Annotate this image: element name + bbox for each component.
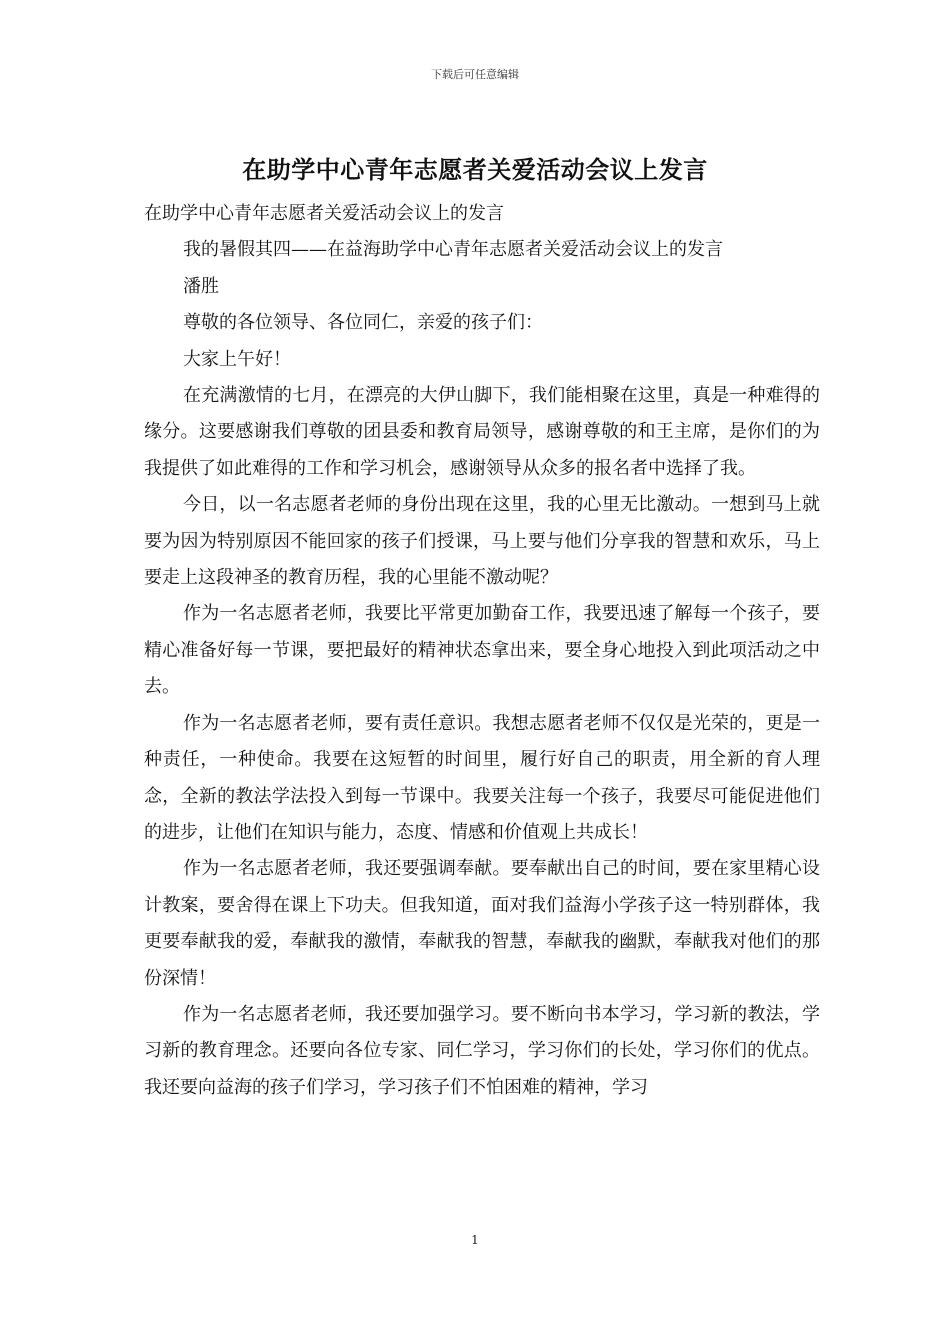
paragraph-salutation: 尊敬的各位领导、各位同仁，亲爱的孩子们： — [183, 312, 543, 334]
paragraph: 在充满激情的七月，在漂亮的大伊山脚下，我们能相聚在这里，真是一种难得的缘分。这要感谢我们尊敬的团县委和教育局领导，感谢尊敬的和王主席，是你们的为我提供了如此难得的工作和学习机会，感谢领导从众多的报名者中选择了我。 — [144, 385, 820, 479]
document-body — [144, 196, 820, 1106]
paragraph: 今日，以一名志愿者老师的身份出现在这里，我的心里无比激动。一想到马上就要为因为特别原因不能回家的孩子们授课，马上要与他们分享我的智慧和欢乐，马上要走上这段神圣的教育历程，我的心里能不激动呢？ — [144, 494, 820, 589]
paragraph: 作为一名志愿者老师，要有责任意识。我想志愿者老师不仅仅是光荣的，更是一种责任，一种使命。我要在这短暂的时间里，履行好自己的职责，用全新的育人理念，全新的教法学法投入到每一节课中。我要关注每一个孩子，我要尽可能促进他们的进步，让他们在知识与能力，态度、情感和价值观上共成长！ — [144, 712, 820, 843]
paragraph: 作为一名志愿者老师，我还要强调奉献。要奉献出自己的时间，要在家里精心设计教案，要舍得在课上下功夫。但我知道，面对我们益海小学孩子这一特别群体，我更要奉献我的爱，奉献我的激情，奉献我的智慧，奉献我的幽默，奉献我对他们的那份深情！ — [144, 858, 820, 989]
paragraph: 作为一名志愿者老师，我还要加强学习。要不断向书本学习，学习新的教法，学习新的教育理念。还要向各位专家、同仁学习，学习你们的长处，学习你们的优点。我还要向益海的孩子们学习，学习孩子们不怕困难的精神，学习 — [144, 1003, 820, 1098]
paragraph: 作为一名志愿者老师，我要比平常更加勤奋工作，我要迅速了解每一个孩子，要精心准备好每一节课，要把最好的精神状态拿出来，要全身心地投入到此项活动之中去。 — [144, 603, 820, 698]
paragraph-heading: 我的暑假其四——在益海助学中心青年志愿者关爱活动会议上的发言 — [183, 239, 723, 261]
paragraph-author: 潘胜 — [183, 275, 219, 297]
paragraph-greeting: 大家上午好！ — [183, 348, 291, 370]
page-number: 1 — [471, 1233, 479, 1247]
paragraph-subtitle: 在助学中心青年志愿者关爱活动会议上的发言 — [144, 203, 504, 224]
document-title: 在助学中心青年志愿者关爱活动会议上发言 — [242, 156, 708, 184]
header-note: 下载后可任意编辑 — [431, 68, 519, 81]
